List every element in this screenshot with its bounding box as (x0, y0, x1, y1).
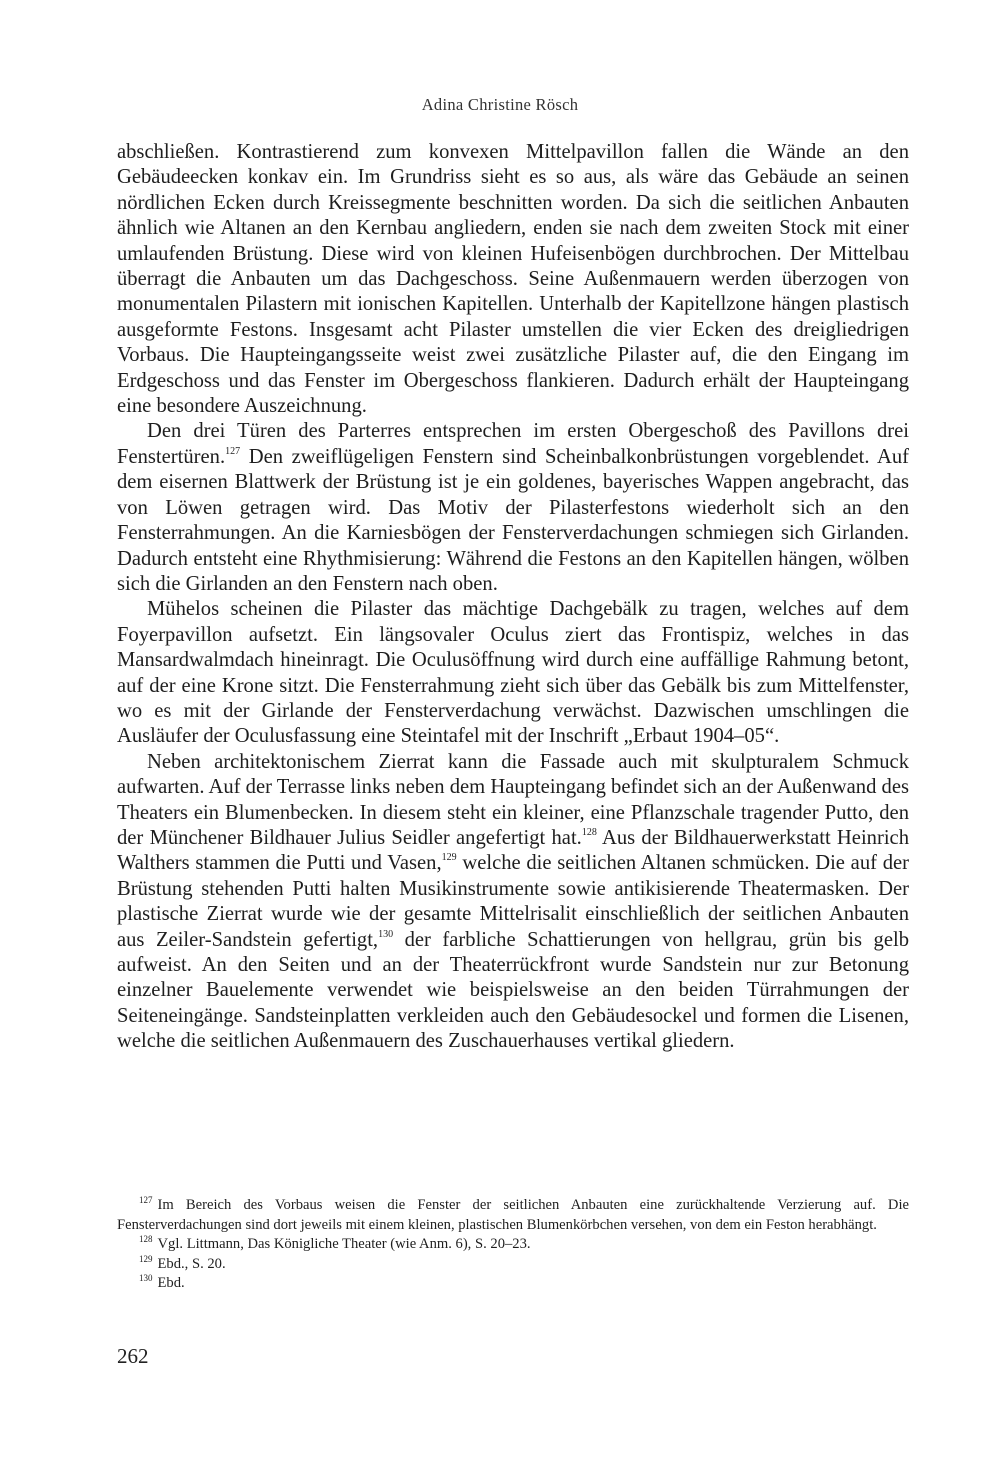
footnote-ref-130[interactable]: 130 (378, 928, 394, 940)
paragraph-text: Den drei Türen des Parterres entsprechen im ersten Obergeschoß des Pavillons drei Fenstertüren. (117, 420, 909, 468)
footnote-text: Ebd., S. 20. (157, 1255, 226, 1272)
paragraph-text: der farbliche Schattierungen von hellgrau, grün bis gelb aufweist. An den Seiten und an der Theaterrückfront wurde Sandstein nur zur Betonung einzelner Bauelemente verwendet wie beispielsweise an den beiden Türrahmungen der Seiteneingänge. Sandsteinplatten verkleiden auch den Gebäudesockel und formen die Lisenen, welche die seitlichen Außenmauern des Zuschauerhauses vertikal gliedern. (117, 928, 909, 1053)
footnote-ref-129[interactable]: 129 (441, 852, 457, 864)
paragraph-text: welche die seitlichen Altanen schmücken. Die auf der Brüstung stehenden Putti halten Musikinstrumente sowie antikisierende Theatermasken. Der plastische Zierrat wurde wie der gesamte Mittelrisalit einschließlich der seitlichen Anbauten aus Zeiler-Sandstein gefertigt, (117, 852, 909, 951)
paragraph-3 (117, 597, 909, 749)
footnote-129 (117, 1255, 909, 1275)
footnote-ref-128[interactable]: 128 (581, 826, 597, 838)
footnote-number: 129 (139, 1253, 153, 1264)
paragraph-4 (117, 750, 909, 1055)
running-head: Adina Christine Rösch (421, 95, 579, 114)
paragraph-text: Mühelos scheinen die Pilaster das mächtige Dachgebälk zu tragen, welches auf dem Foyerpavillon aufsetzt. Ein längsovaler Oculus ziert das Frontispiz, welches in das Mansardwalmdach hineinragt. Die Oculusöffnung wird durch eine auffällige Rahmung betont, auf der eine Krone sitzt. Die Fensterrahmung zieht sich über das Gebälk bis zum Mittelfenster, wo es mit der Girlande der Fensterverdachung verwächst. Dazwischen umschlingen die Ausläufer der Oculusfassung eine Steintafel mit der Inschrift „Erbaut 1904–05“. (117, 598, 909, 748)
paragraph-text: Den zweiflügeligen Fenstern sind Scheinbalkonbrüstungen vorgeblendet. Auf dem eisernen Blattwerk der Brüstung ist je ein goldenes, bayerisches Wappen angebracht, das von Löwen getragen wird. Das Motiv der Pilasterfestons wiederholt sich an den Fensterrahmungen. An die Karniesbögen der Fensterverdachungen schmiegen sich Girlanden. Dadurch entsteht eine Rhythmisierung: Während die Festons an den Kapitellen hängen, wölben sich die Girlanden an den Fenstern nach oben. (117, 445, 909, 595)
footnote-130 (117, 1274, 909, 1294)
paragraph-text: Neben architektonischem Zierrat kann die Fassade auch mit skulpturalem Schmuck aufwarten. Auf der Terrasse links neben dem Haupteingang befindet sich an der Außenwand des Theaters ein Blumenbecken. In diesem steht ein kleiner, eine Pflanzschale tragender Putto, den der Münchener Bildhauer Julius Seidler angefertigt hat. (117, 750, 909, 849)
footnote-text: Im Bereich des Vorbaus weisen die Fenster der seitlichen Anbauten eine zurückhaltende Verzierung auf. Die Fensterverdachungen sind dort jeweils mit einem kleinen, plastischen Blumenkörbchen versehen, von dem ein Feston herabhängt. (117, 1197, 909, 1233)
page-number: 262 (117, 1344, 149, 1368)
body-text (117, 140, 909, 1055)
footnote-128 (117, 1235, 909, 1255)
paragraph-2 (117, 419, 909, 597)
footnote-text: Vgl. Littmann, Das Königliche Theater (wie Anm. 6), S. 20–23. (157, 1236, 531, 1253)
footnote-127 (117, 1196, 909, 1235)
paragraph-text: abschließen. Kontrastierend zum konvexen Mittelpavillon fallen die Wände an den Gebäudeecken konkav ein. Im Grundriss sieht es so aus, als wäre das Gebäude an seinen nördlichen Ecken durch Kreissegmente beschnitten worden. Da sich die seitlichen Anbauten ähnlich wie Altanen an den Kernbau angliedern, enden sie nach dem zweiten Stock mit einer umlaufenden Brüstung. Diese wird von kleinen Hufeisenbögen durchbrochen. Der Mittelbau überragt die Anbauten um das Dachgeschoss. Seine Außenmauern werden überzogen von monumentalen Pilastern mit ionischen Kapitellen. Unterhalb der Kapitellzone hängen plastisch ausgeformte Festons. Insgesamt acht Pilaster umstellen die vier Ecken des dreigliedrigen Vorbaus. Die Haupteingangsseite weist zwei zusätzliche Pilaster auf, die den Eingang im Erdgeschoss und das Fenster im Obergeschoss flankieren. Dadurch erhält der Haupteingang eine besondere Auszeichnung. (117, 141, 909, 418)
footnote-text: Ebd. (157, 1275, 185, 1292)
footnote-number: 130 (139, 1273, 153, 1284)
paragraph-text: Aus der Bildhauerwerkstatt Heinrich Walthers stammen die Putti und Vasen, (117, 826, 909, 875)
footnote-number: 127 (139, 1195, 153, 1205)
footnote-ref-127[interactable]: 127 (225, 445, 241, 457)
footnote-number: 128 (139, 1234, 153, 1245)
paragraph-1 (117, 140, 909, 419)
footnotes (117, 1196, 909, 1294)
